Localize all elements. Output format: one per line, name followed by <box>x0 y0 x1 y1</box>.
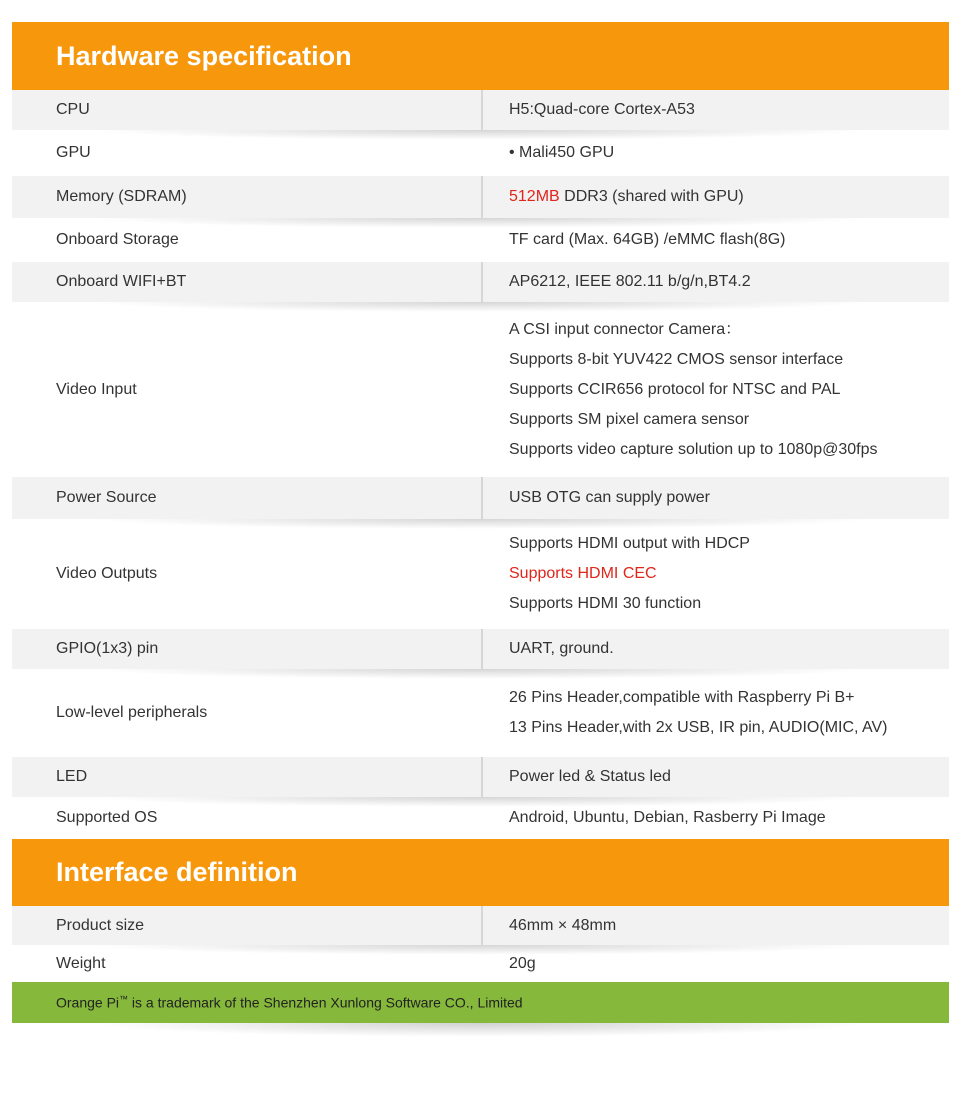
spec-label: Power Source <box>56 489 157 506</box>
spec-label: Weight <box>56 954 106 972</box>
spec-value-line: H5:Quad-core Cortex-A53 <box>509 101 695 118</box>
spec-row-led <box>12 757 949 797</box>
spec-label: Onboard WIFI+BT <box>56 273 187 290</box>
spec-value-line: USB OTG can supply power <box>509 489 710 506</box>
spec-value-line: Supports video capture solution up to 1080p@30fps <box>509 440 878 458</box>
spec-row-gpio <box>12 629 949 669</box>
spec-row-memory <box>12 176 949 218</box>
trademark-symbol: ™ <box>119 994 129 1005</box>
spec-row-gpu <box>12 130 949 176</box>
spec-value-line: AP6212, IEEE 802.11 b/g/n,BT4.2 <box>509 273 751 290</box>
spec-value-line: A CSI input connector Camera： <box>509 320 742 338</box>
spec-row-os <box>12 797 949 839</box>
spec-label: Video Outputs <box>56 565 158 582</box>
spec-value-line-highlight: Supports HDMI CEC <box>509 565 657 582</box>
spec-value-line: 13 Pins Header,with 2x USB, IR pin, AUDIO(MIC, AV) <box>509 719 888 736</box>
spec-value <box>481 945 949 982</box>
spec-sheet <box>12 22 949 1023</box>
spec-value <box>481 130 949 176</box>
spec-value <box>481 906 949 945</box>
spec-value-line: Supports 8-bit YUV422 CMOS sensor interface <box>509 350 844 368</box>
spec-value <box>481 218 949 262</box>
spec-value-line: Supports HDMI output with HDCP <box>509 535 750 552</box>
spec-label: Low-level peripherals <box>56 704 208 721</box>
spec-value-line: Supports CCIR656 protocol for NTSC and PAL <box>509 380 841 398</box>
spec-value-line: Supports SM pixel camera sensor <box>509 410 750 428</box>
spec-value <box>481 176 949 218</box>
spec-value-line: Power led & Status led <box>509 768 671 785</box>
trademark-footer <box>12 982 949 1023</box>
spec-label: Product size <box>56 916 145 934</box>
spec-value <box>481 262 949 302</box>
trademark-text <box>56 994 523 1011</box>
spec-value-line <box>509 182 949 212</box>
spec-value <box>481 90 949 130</box>
brand-name: Orange Pi <box>56 994 120 1011</box>
spec-row-storage <box>12 218 949 262</box>
spec-value <box>481 477 949 519</box>
spec-label: GPIO(1x3) pin <box>56 640 159 657</box>
spec-label: Supported OS <box>56 809 158 826</box>
spec-value-line: UART, ground. <box>509 640 614 657</box>
spec-label: Video Input <box>56 380 137 398</box>
spec-value <box>481 519 949 629</box>
spec-value-line: Android, Ubuntu, Debian, Rasberry Pi Image <box>509 809 826 826</box>
spec-row-weight <box>12 945 949 982</box>
spec-value <box>481 797 949 839</box>
spec-row-peripherals <box>12 669 949 757</box>
spec-value-line: Supports HDMI 30 function <box>509 595 702 612</box>
hardware-spec-title: Hardware specification <box>56 40 352 71</box>
spec-value <box>481 302 949 477</box>
spec-label: Onboard Storage <box>56 231 179 248</box>
spec-label: LED <box>56 768 88 785</box>
spec-label: Memory (SDRAM) <box>56 188 187 205</box>
spec-row-video-input <box>12 302 949 477</box>
spec-value-line: 20g <box>509 954 536 972</box>
memory-type-text: DDR3 (shared with GPU) <box>559 188 744 205</box>
spec-row-cpu <box>12 90 949 130</box>
spec-value <box>481 757 949 797</box>
spec-value-line: 26 Pins Header,compatible with Raspberry Pi B+ <box>509 689 855 706</box>
spec-row-video-outputs <box>12 519 949 629</box>
trademark-statement: is a trademark of the Shenzhen Xunlong Software CO., Limited <box>128 994 523 1011</box>
spec-row-wifi-bt <box>12 262 949 302</box>
interface-definition-header <box>12 839 949 906</box>
interface-definition-title: Interface definition <box>56 857 298 887</box>
spec-value <box>481 669 949 757</box>
spec-row-product-size <box>12 906 949 945</box>
spec-value <box>481 629 949 669</box>
spec-value-line: 46mm × 48mm <box>509 916 617 934</box>
spec-row-power <box>12 477 949 519</box>
spec-label: GPU <box>56 144 91 161</box>
spec-value-line: • Mali450 GPU <box>509 144 615 161</box>
memory-size-highlight: 512MB <box>509 188 560 205</box>
hardware-spec-header <box>12 22 949 90</box>
spec-value-line: TF card (Max. 64GB) /eMMC flash(8G) <box>509 231 786 248</box>
spec-label: CPU <box>56 101 90 118</box>
